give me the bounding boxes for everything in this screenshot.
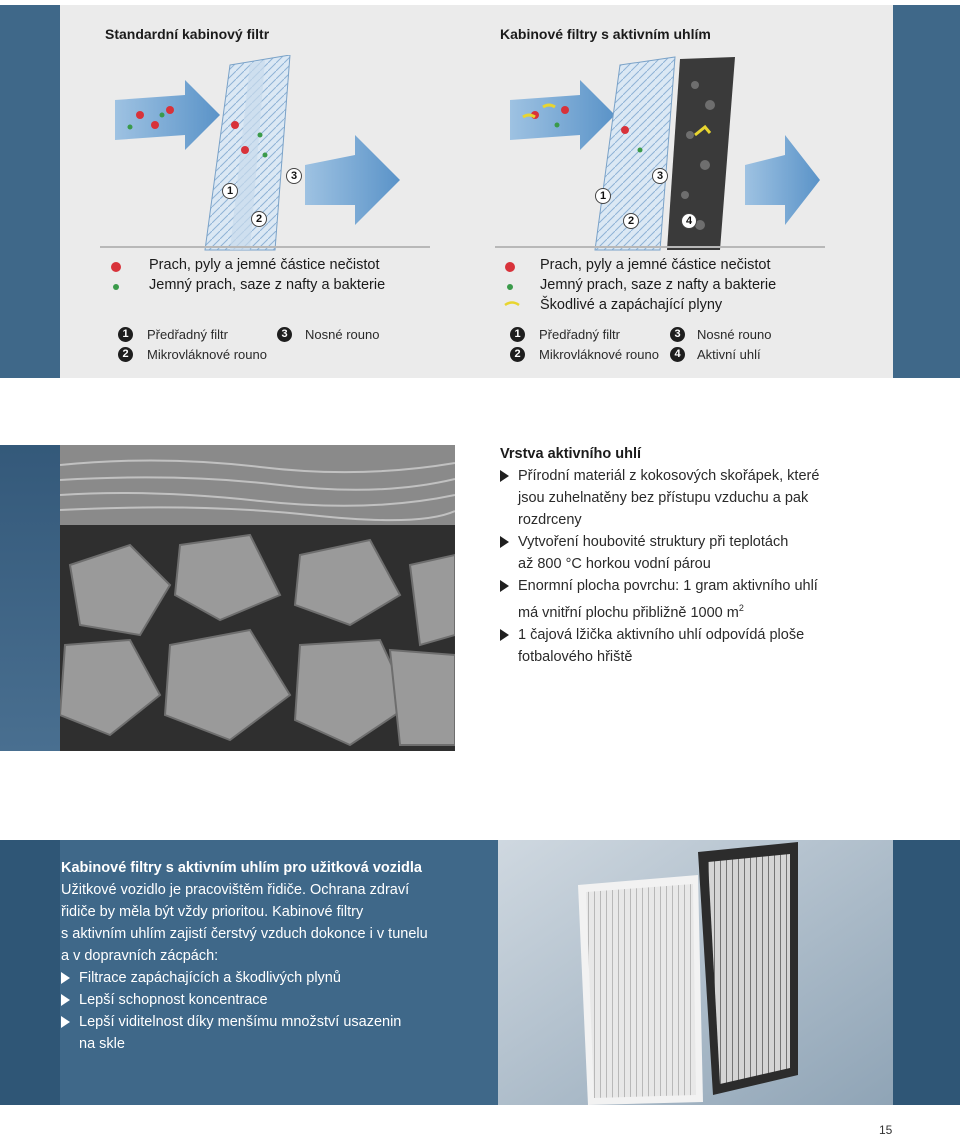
bullet-triangle-icon [61,1016,70,1028]
left-photo-edge [0,445,60,751]
carbon-bullet-1-line-2: jsou zuhelnatěny bez přístupu vzduchu a pak [518,490,809,506]
right-edge-band [893,5,960,378]
bullet-triangle-icon [500,470,509,482]
page-number: 15 [879,1123,893,1137]
activated-carbon-micrograph [60,445,455,751]
carbon-filter-title: Kabinové filtry s aktivním uhlím [500,26,711,42]
carbon-layer-1-badge: 1 [510,327,525,342]
carbon-layer-2-badge: 2 [510,347,525,362]
layer-1-badge: 1 [118,327,133,342]
harmful-gas-icon [504,300,520,308]
carbon-layer-1-label: Předřadný filtr [539,327,620,342]
carbon-diagram-layer-1-marker: 1 [595,188,611,204]
diagram-layer-1-marker: 1 [222,183,238,199]
commercial-bullet-2-text: Lepší schopnost koncentrace [79,992,268,1008]
carbon-layer-2-label: Mikrovláknové rouno [539,347,659,362]
commercial-paragraph-line-2: řidiče by měla být vždy prioritou. Kabinové filtry [61,904,364,920]
commercial-paragraph-line-1: Užitkové vozidlo je pracovištěm řidiče. Ochrana zdraví [61,882,410,898]
bullet-triangle-icon [500,536,509,548]
carbon-diagram-layer-2-marker: 2 [623,213,639,229]
legend-dust: Prach, pyly a jemné částice nečistot [540,257,771,273]
carbon-layer-heading: Vrstva aktivního uhlí [500,446,642,462]
carbon-bullet-3-line-1: Enormní plocha povrchu: 1 gram aktivního uhlí [518,578,818,594]
carbon-layer-4-badge: 4 [670,347,685,362]
left-edge-band [0,5,60,378]
carbon-bullet-1-line-1: Přírodní materiál z kokosových skořápek, které [518,468,820,484]
standard-filter-title: Standardní kabinový filtr [105,26,270,42]
carbon-bullet-1 [500,465,880,531]
carbon-bullet-2-line-1: Vytvoření houbovité struktury při teplotách [518,534,789,550]
commercial-bullet-2 [61,989,481,1011]
bottom-right-edge [893,840,960,1105]
carbon-layer-3-label: Nosné rouno [697,327,772,342]
carbon-bullet-4-line-2: fotbalového hřiště [518,648,633,665]
layer-1-label: Předřadný filtr [147,327,228,342]
layer-2-label: Mikrovláknové rouno [147,347,267,362]
cabin-filter-product-photo [498,840,893,1105]
legend-harmful-gases: Škodlivé a zapáchající plyny [540,297,723,313]
diagram-layer-3-marker: 3 [286,168,302,184]
dust-particle-icon [108,260,124,274]
commercial-heading: Kabinové filtry s aktivním uhlím pro užitková vozidla [61,860,422,876]
commercial-paragraph-line-3: s aktivním uhlím zajistí čerstvý vzduch dokonce i v tunelu [61,926,428,942]
carbon-layer-info [500,443,880,668]
dust-particle-icon [502,260,518,274]
carbon-bullet-3-line-2: má vnitřní plochu přibližně 1000 m [518,604,739,621]
bottom-left-edge [0,840,60,1105]
bullet-triangle-icon [61,972,70,984]
carbon-diagram-layer-3-marker: 3 [652,168,668,184]
carbon-diagram-layer-4-marker: 4 [681,213,697,229]
commercial-bullet-3-line-2: na skle [79,1036,125,1052]
bullet-triangle-icon [500,580,509,592]
commercial-paragraph-line-4: a v dopravních zácpách: [61,948,219,964]
carbon-bullet-1-line-3: rozdrceny [518,512,582,528]
diagram-layer-2-marker: 2 [251,211,267,227]
carbon-bullet-4 [500,624,880,668]
carbon-layer-3-badge: 3 [670,327,685,342]
commercial-vehicles-text [61,857,481,1055]
layer-3-badge: 3 [277,327,292,342]
commercial-bullet-1-text: Filtrace zapáchajících a škodlivých plynů [79,970,341,986]
carbon-bullet-2 [500,531,880,575]
bullet-triangle-icon [500,629,509,641]
layer-3-label: Nosné rouno [305,327,380,342]
bullet-triangle-icon [61,994,70,1006]
superscript-2: 2 [738,603,744,613]
carbon-bullet-2-line-2: až 800 °C horkou vodní párou [518,556,711,572]
commercial-bullet-3 [61,1011,481,1055]
commercial-paragraph [61,879,481,967]
carbon-layer-4-label: Aktivní uhlí [697,347,761,362]
carbon-bullet-3 [500,575,880,624]
fine-dust-icon [505,282,515,292]
carbon-bullet-4-line-1: 1 čajová lžička aktivního uhlí odpovídá ploše [518,626,805,643]
layer-2-badge: 2 [118,347,133,362]
legend-fine-dust: Jemný prach, saze z nafty a bakterie [540,277,777,293]
fine-dust-icon [111,282,121,292]
legend-fine-dust: Jemný prach, saze z nafty a bakterie [149,277,386,293]
standard-filter-diagram [100,55,440,255]
legend-dust: Prach, pyly a jemné částice nečistot [149,257,380,273]
commercial-bullet-1 [61,967,481,989]
commercial-bullet-3-line-1: Lepší viditelnost díky menšímu množství usazenin [79,1014,402,1030]
carbon-filter-diagram [495,55,835,255]
